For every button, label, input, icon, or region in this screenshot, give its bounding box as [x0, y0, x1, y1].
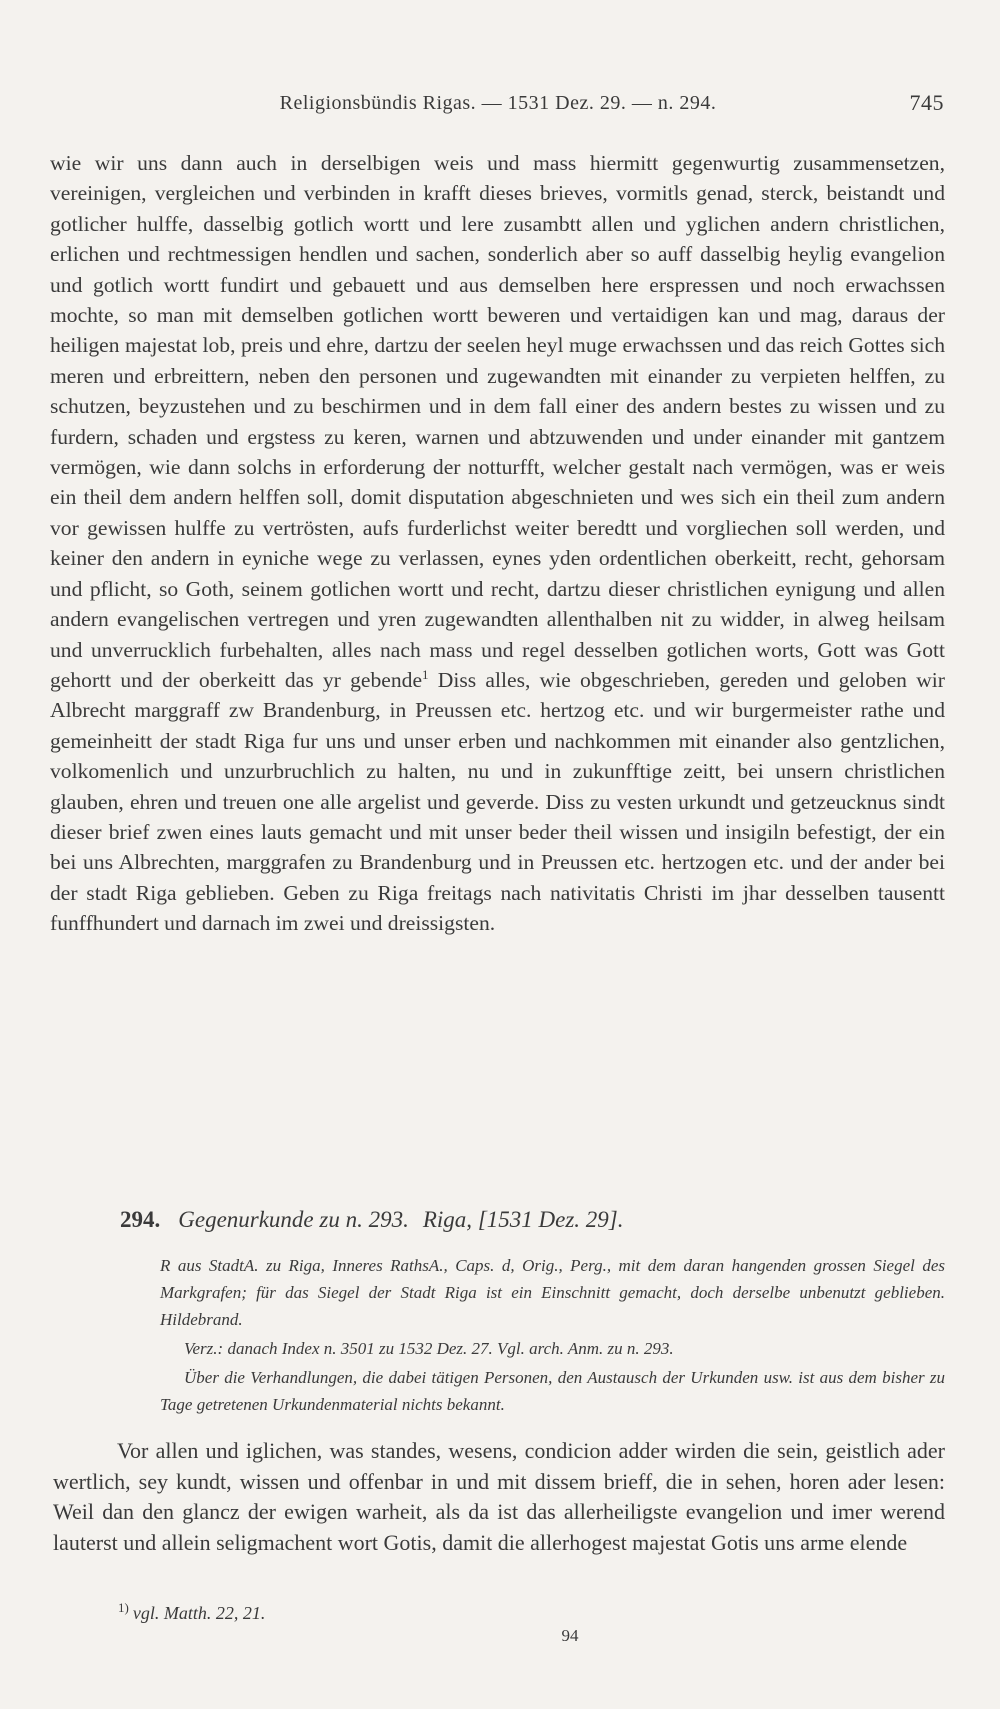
document-place: Riga,	[422, 1207, 473, 1232]
footnote-reference: 1	[422, 666, 429, 682]
document-text-block	[53, 1436, 945, 1558]
footnote-mark: 1)	[118, 1600, 129, 1615]
document-text: Vor allen und iglichen, was standes, wesens, condicion adder wirden die sein, geistlich ader wertlich, sey kundt, wissen und offenbar in und mit dissem brieff, die in sehen, horen ader lesen: Weil dan den glancz der ewigen warheit, als da ist das allerheiligste evangelion und imer werend lauterst und allein seligmachent wort Gotis, damit die allerhogest majestat Gotis uns arme elende	[53, 1438, 945, 1555]
apparatus-source: R aus StadtA. zu Riga, Inneres RathsA., Caps. d, Orig., Perg., mit dem daran hangenden grossen Siegel des Markgrafen; für das Siegel der Stadt Riga ist ein Einschnitt gemacht, doch derselbe unbenutzt geblieben. Hildebrand.	[160, 1256, 945, 1329]
main-text-block	[50, 148, 945, 939]
document-date: [1531 Dez. 29].	[477, 1207, 624, 1232]
apparatus-note: Über die Verhandlungen, die dabei tätigen Personen, den Austausch der Urkunden usw. ist aus dem bisher zu Tage getretenen Urkundenmaterial nichts bekannt.	[160, 1368, 945, 1414]
main-text-part-1: wie wir uns dann auch in derselbigen weis und mass hiermitt gegenwurtig zusammensetzen, vereinigen, vergleichen und verbinden in krafft dieses brieves, vormitls genad, sterck, beistandt und gotlicher hulffe, dasselbig gotlich wortt und lere zusambtt allen und yglichen andern christlichen, erlichen und rechtmessigen hendlen und sachen, sonderlich aber so auff dasselbig heylig evangelion und gotlich wortt fundirt und gebauett und aus demselben here erspressen und noch erwachssen mochte, so man mit demselben gotlichen wortt beweren und vertaidigen kan und mag, daraus der heiligen majestat lob, preis und ehre, dartzu der seelen heyl muge erwachssen und das reich Gottes sich meren und erbreittern, neben den personen und zugewandten mit einander zu verpieten helffen, zu schutzen, beyzustehen und zu beschirmen und in dem fall einer des andern bestes zu wissen und zu furdern, schaden und ergstess zu keren, warnen und abtzuwenden und under einander mit gantzem vermögen, wie dann solchs in erforderung der notturfft, welcher gestalt nach vermögen, was er weis ein theil dem andern helffen soll, domit disputation abgeschnieten und wes sich ein theil zum andern vor gewissen hulffe zu vertrösten, aufs furderlichst weiter beredtt und vorgliechen soll werden, und keiner den andern in eyniche wege zu verlassen, eynes yden ordentlichen oberkeitt, recht, gehorsam und pflicht, so Goth, seinem gotlichen wortt und recht, dartzu dieser christlichen eynigung und allen andern evangelischen vertregen und yren zugewandten allenthalben nit zu widder, in alweg heilsam und unverrucklich furbehalten, alles nach mass und regel desselben gotlichen worts, Gott was Gott gehortt und der oberkeitt das yr gebende	[50, 151, 945, 692]
main-paragraph	[50, 148, 945, 939]
document-number: 294.	[120, 1207, 161, 1232]
page-header	[52, 86, 944, 120]
apparatus-reference: Verz.: danach Index n. 3501 zu 1532 Dez. 27. Vgl. arch. Anm. zu n. 293.	[184, 1339, 674, 1358]
footnote	[118, 1600, 265, 1624]
page-number: 745	[909, 90, 944, 115]
document-title: Gegenurkunde zu n. 293.	[178, 1207, 409, 1232]
critical-apparatus	[160, 1252, 945, 1420]
running-head: Religionsbündis Rigas. — 1531 Dez. 29. — n. 294.	[279, 92, 717, 114]
footnote-text: vgl. Matth. 22, 21.	[132, 1603, 266, 1623]
signature-mark: 94	[561, 1626, 579, 1645]
main-text-part-2: Diss alles, wie obgeschrieben, gereden und geloben wir Albrecht marggraff zw Brandenburg, in Preussen etc. hertzog etc. und wir burgermeister rathe und gemeinheitt der stadt Riga fur uns und unser erben und nachkommen mit einander also gentzlichen, volkomenlich und unzurbruchlich zu halten, nu und in zukunfftige zeitt, bei unsern christlichen glauben, ehren und treuen one alle argelist und geverde. Diss zu vesten urkundt und getzeucknus sindt dieser brief zwen eines lauts gemacht und mit unser beder theil wissen und insigiln befestigt, der ein bei uns Albrechten, marggrafen zu Brandenburg und in Preussen etc. hertzogen etc. und der ander bei der stadt Riga geblieben. Geben zu Riga freitags nach nativitatis Christi im jhar desselben tausentt funffhundert und darnach im zwei und dreissigsten.	[50, 667, 945, 936]
document-heading	[120, 1207, 950, 1233]
